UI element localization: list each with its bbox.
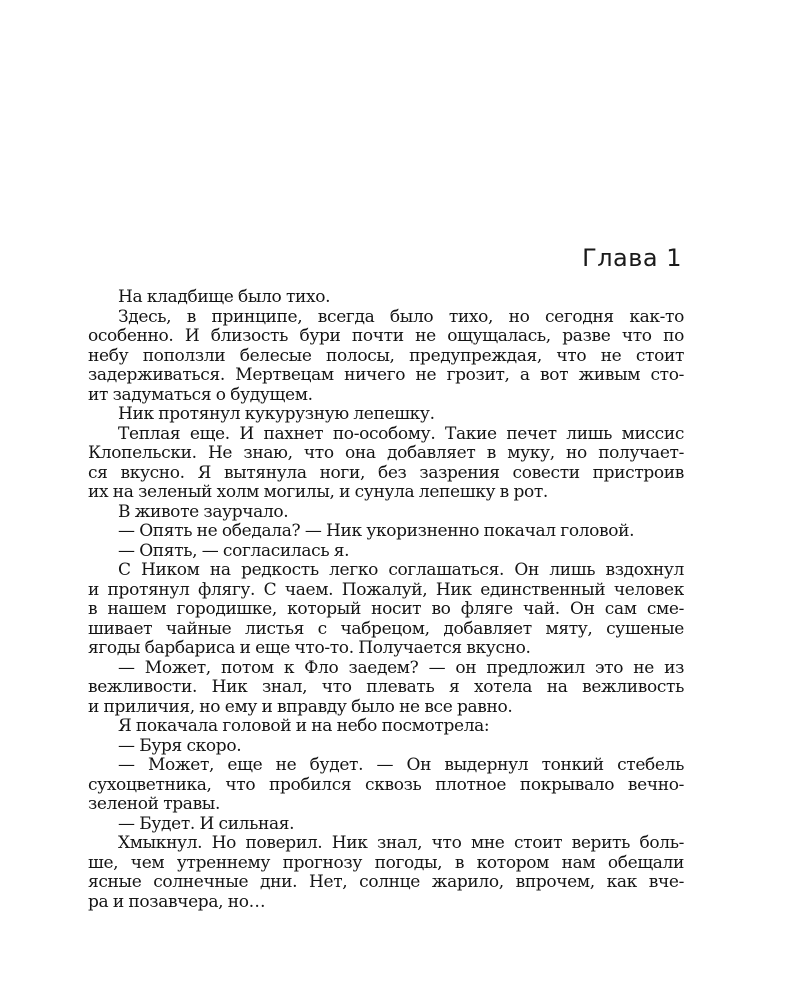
text-line: и протянул флягу. С чаем. Пожалуй, Ник единственный человек [88,580,684,600]
text-line: ит задуматься о будущем. [88,385,313,405]
text-line: — Буря скоро. [118,736,242,756]
text-line: сухоцветника, что пробился сквозь плотное покрывало вечно- [88,775,684,795]
text-line: — Может, еще не будет. — Он выдернул тонкий стебель [118,756,684,775]
text-line: — Опять не обедала? — Ник укоризненно покачал головой. [118,522,635,541]
text-line: Теплая еще. И пахнет по-особому. Такие печет лишь миссис [118,424,684,444]
text-line: ше, чем утреннему прогнозу погоды, в котором нам обещали [88,853,684,873]
text-line: Ник протянул кукурузную лепешку. [118,405,435,424]
text-line: На кладбище было тихо. [118,288,331,307]
text-line: Здесь, в принципе, всегда было тихо, но сегодня как-то [118,307,684,327]
text-line: шивает чайные листья с чабрецом, добавляет мяту, сушеные [88,619,684,639]
text-line: вежливости. Ник знал, что плевать я хотела на вежливость [88,678,684,697]
text-line: зеленой травы. [88,795,221,814]
text-line: Клопельски. Не знаю, что она добавляет в муку, но получает- [88,444,684,463]
text-line: ясные солнечные дни. Нет, солнце жарило, впрочем, как вче- [88,873,684,892]
text-line: С Ником на редкость легко соглашаться. Он лишь вздохнул [118,561,684,580]
text-line: задерживаться. Мертвецам ничего не грозит, а вот живым сто- [88,366,684,385]
text-line: в нашем городишке, который носит во фляге чай. Он сам сме- [88,600,684,619]
chapter-text [88,288,684,912]
text-line: ягоды барбариса и еще что-то. Получается вкусно. [88,639,531,658]
text-line: Хмыкнул. Но поверил. Ник знал, что мне стоит верить боль- [118,834,684,853]
text-line: ра и позавчера, но… [88,892,266,912]
text-line: ся вкусно. Я вытянула ноги, без зазрения совести пристроив [88,463,684,483]
text-line: — Будет. И сильная. [118,814,295,834]
text-line: их на зеленый холм могилы, и сунула лепешку в рот. [88,483,548,502]
text-line: В животе заурчало. [118,502,289,522]
text-line: — Может, потом к Фло заедем? — он предложил это не из [118,658,684,678]
text-line: и приличия, но ему и вправду было не все равно. [88,697,513,717]
chapter-title: Глава 1 [582,244,682,272]
text-line: — Опять, — согласилась я. [118,541,350,561]
text-line: небу поползли белесые полосы, предупреждая, что не стоит [88,346,684,366]
text-line: особенно. И близость бури почти не ощущалась, разве что по [88,327,684,346]
text-line: Я покачала головой и на небо посмотрела: [118,717,490,736]
